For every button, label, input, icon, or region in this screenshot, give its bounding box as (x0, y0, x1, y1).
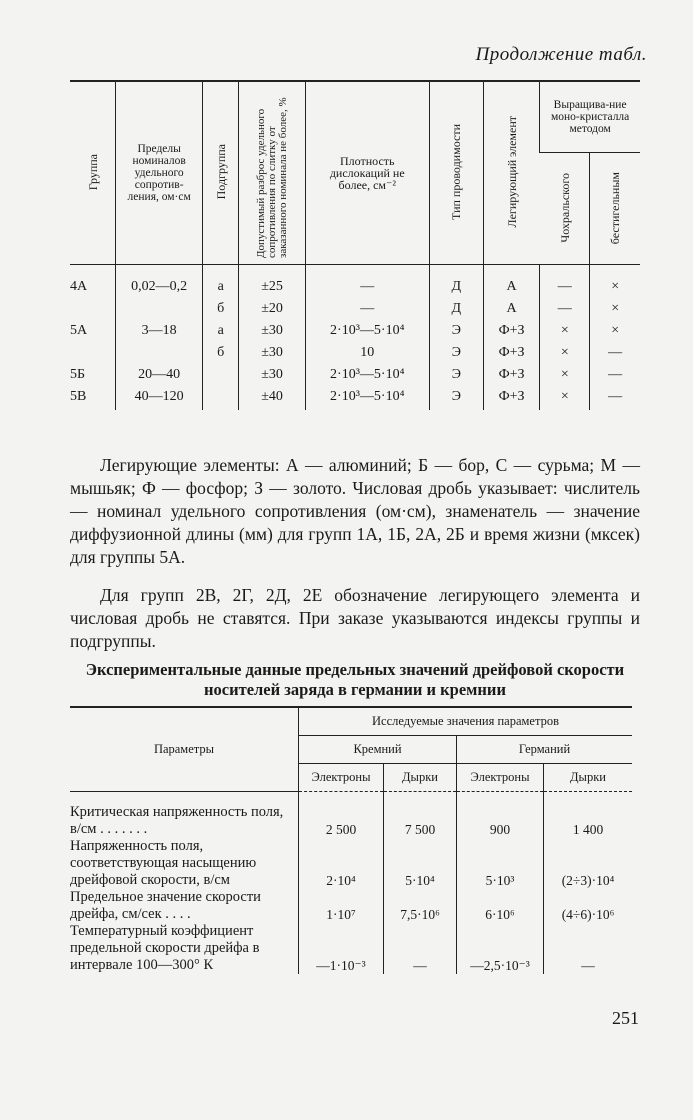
cell-cz: — (540, 300, 590, 322)
cell-type: Э (429, 322, 483, 344)
cell-type: Э (429, 344, 483, 366)
cell-si-e: —1·10⁻³ (299, 923, 384, 974)
cell-ge-h: 1 400 (544, 792, 633, 839)
col-czochralski: Чохральского (540, 153, 590, 265)
cell-group (70, 344, 116, 366)
table-row (70, 792, 632, 839)
table2-title: Экспериментальные данные предельных значений дрейфовой скорости носителей заряда в германии и кремнии (85, 660, 625, 699)
cell-spread: ±20 (239, 300, 305, 322)
col-crucibleless: бестигельным (590, 153, 640, 265)
table-row (70, 889, 632, 923)
cell-param: Напряженность поля, соответствующая насыщению дрейфовой скорости, в/см (70, 838, 257, 888)
cell-param: Температурный коэффициент предельной скорости дрейфа в интервале 100—300° К (70, 923, 260, 973)
cell-fz: × (590, 322, 640, 344)
col-si-electrons: Электроны (299, 764, 384, 792)
cell-subgroup: а (202, 322, 238, 344)
cell-dopant: А (483, 265, 539, 301)
cell-ge-e: —2,5·10⁻³ (457, 923, 544, 974)
table-row (70, 300, 640, 322)
col-germanium: Германий (457, 736, 633, 764)
col-conductivity: Тип проводимости (429, 81, 483, 265)
cell-limits: 0,02—0,2 (116, 265, 203, 301)
cell-param: Предельное значение скорости дрейфа, см/сек . . . . (70, 889, 261, 922)
cell-spread: ±40 (239, 388, 305, 410)
drift-velocity-table (70, 706, 632, 974)
cell-density: 2·10³—5·10⁴ (305, 366, 429, 388)
cell-ge-h: (4÷6)·10⁶ (544, 889, 633, 923)
col-limits: Пределы номиналов удельного сопротив-ления, ом·см (116, 81, 203, 265)
table-row (70, 388, 640, 410)
col-params: Параметры (70, 707, 299, 792)
cell-cz: × (540, 322, 590, 344)
table-row (70, 344, 640, 366)
cell-type: Э (429, 366, 483, 388)
col-group: Группа (70, 81, 116, 265)
col-ge-electrons: Электроны (457, 764, 544, 792)
cell-type: Д (429, 265, 483, 301)
cell-cz: — (540, 265, 590, 301)
cell-si-h: 7,5·10⁶ (384, 889, 457, 923)
cell-dopant: Ф+З (483, 388, 539, 410)
cell-si-h: — (384, 923, 457, 974)
cell-fz: × (590, 300, 640, 322)
cell-fz: — (590, 366, 640, 388)
table-row (70, 838, 632, 889)
cell-fz: — (590, 344, 640, 366)
cell-group: 5В (70, 389, 87, 404)
col-subgroup: Подгруппа (202, 81, 238, 265)
cell-density: — (305, 265, 429, 301)
cell-ge-h: (2÷3)·10⁴ (544, 838, 633, 889)
table-row (70, 923, 632, 974)
cell-cz: × (540, 388, 590, 410)
cell-subgroup: б (202, 344, 238, 366)
col-growth: Выращива-ние моно-кристалла методом (540, 81, 640, 153)
cell-limits: 3—18 (116, 322, 203, 344)
col-density: Плотность дислокаций не более, см⁻² (305, 81, 429, 265)
cell-dopant: Ф+З (483, 344, 539, 366)
cell-group: 5Б (70, 367, 86, 382)
page-number: 251 (612, 1008, 639, 1028)
cell-dopant: А (483, 300, 539, 322)
cell-cz: × (540, 344, 590, 366)
cell-cz: × (540, 366, 590, 388)
cell-subgroup: а (202, 265, 238, 301)
cell-limits: 20—40 (116, 366, 203, 388)
cell-group: 5А (70, 323, 88, 338)
continuation-header: Продолжение табл. (475, 44, 647, 65)
cell-ge-e: 900 (457, 792, 544, 839)
cell-si-h: 7 500 (384, 792, 457, 839)
cell-si-e: 2 500 (299, 792, 384, 839)
cell-si-e: 1·10⁷ (299, 889, 384, 923)
cell-group: 4А (70, 279, 88, 294)
cell-si-h: 5·10⁴ (384, 838, 457, 889)
groups-table (70, 80, 640, 410)
cell-limits (116, 300, 203, 322)
col-spread: Допустимый разброс удельного сопротивления по слитку от заказанного номинала не более, % (239, 81, 305, 265)
cell-subgroup: б (202, 300, 238, 322)
cell-spread: ±30 (239, 322, 305, 344)
cell-spread: ±25 (239, 265, 305, 301)
paragraph-dopants: Легирующие элементы: А — алюминий; Б — бор, С — сурьма; М — мышьяк; Ф — фосфор; З — золото. Числовая дробь указывает: числитель — номинал удельного сопротивления (ом·см), знаменатель — значение диффузионной длины (мм) для групп 1А, 1Б, 2А, 2Б и время жизни (мксек) для группы 5А. (70, 455, 640, 567)
cell-ge-e: 6·10⁶ (457, 889, 544, 923)
col-dopant: Легирующий элемент (483, 81, 539, 265)
table-row (70, 265, 640, 301)
cell-subgroup (202, 366, 238, 388)
col-silicon: Кремний (299, 736, 457, 764)
cell-fz: × (590, 265, 640, 301)
cell-density: 10 (305, 344, 429, 366)
cell-param: Критическая напряженность поля, в/см . . . . . . . (70, 804, 284, 837)
cell-density: 2·10³—5·10⁴ (305, 322, 429, 344)
cell-limits (116, 344, 203, 366)
paragraph-groups: Для групп 2В, 2Г, 2Д, 2Е обозначение легирующего элемента и числовая дробь не ставятся. При заказе указываются индексы группы и подгруппы. (70, 585, 640, 651)
cell-spread: ±30 (239, 344, 305, 366)
cell-density: 2·10³—5·10⁴ (305, 388, 429, 410)
cell-density: — (305, 300, 429, 322)
cell-spread: ±30 (239, 366, 305, 388)
cell-fz: — (590, 388, 640, 410)
cell-type: Д (429, 300, 483, 322)
table-row (70, 322, 640, 344)
cell-dopant: Ф+З (483, 366, 539, 388)
col-studied: Исследуемые значения параметров (299, 707, 633, 736)
cell-group (70, 300, 116, 322)
cell-si-e: 2·10⁴ (299, 838, 384, 889)
cell-type: Э (429, 388, 483, 410)
cell-limits: 40—120 (116, 388, 203, 410)
table-row (70, 366, 640, 388)
cell-subgroup (202, 388, 238, 410)
col-ge-holes: Дырки (544, 764, 633, 792)
cell-ge-h: — (544, 923, 633, 974)
cell-dopant: Ф+З (483, 322, 539, 344)
cell-ge-e: 5·10³ (457, 838, 544, 889)
col-si-holes: Дырки (384, 764, 457, 792)
